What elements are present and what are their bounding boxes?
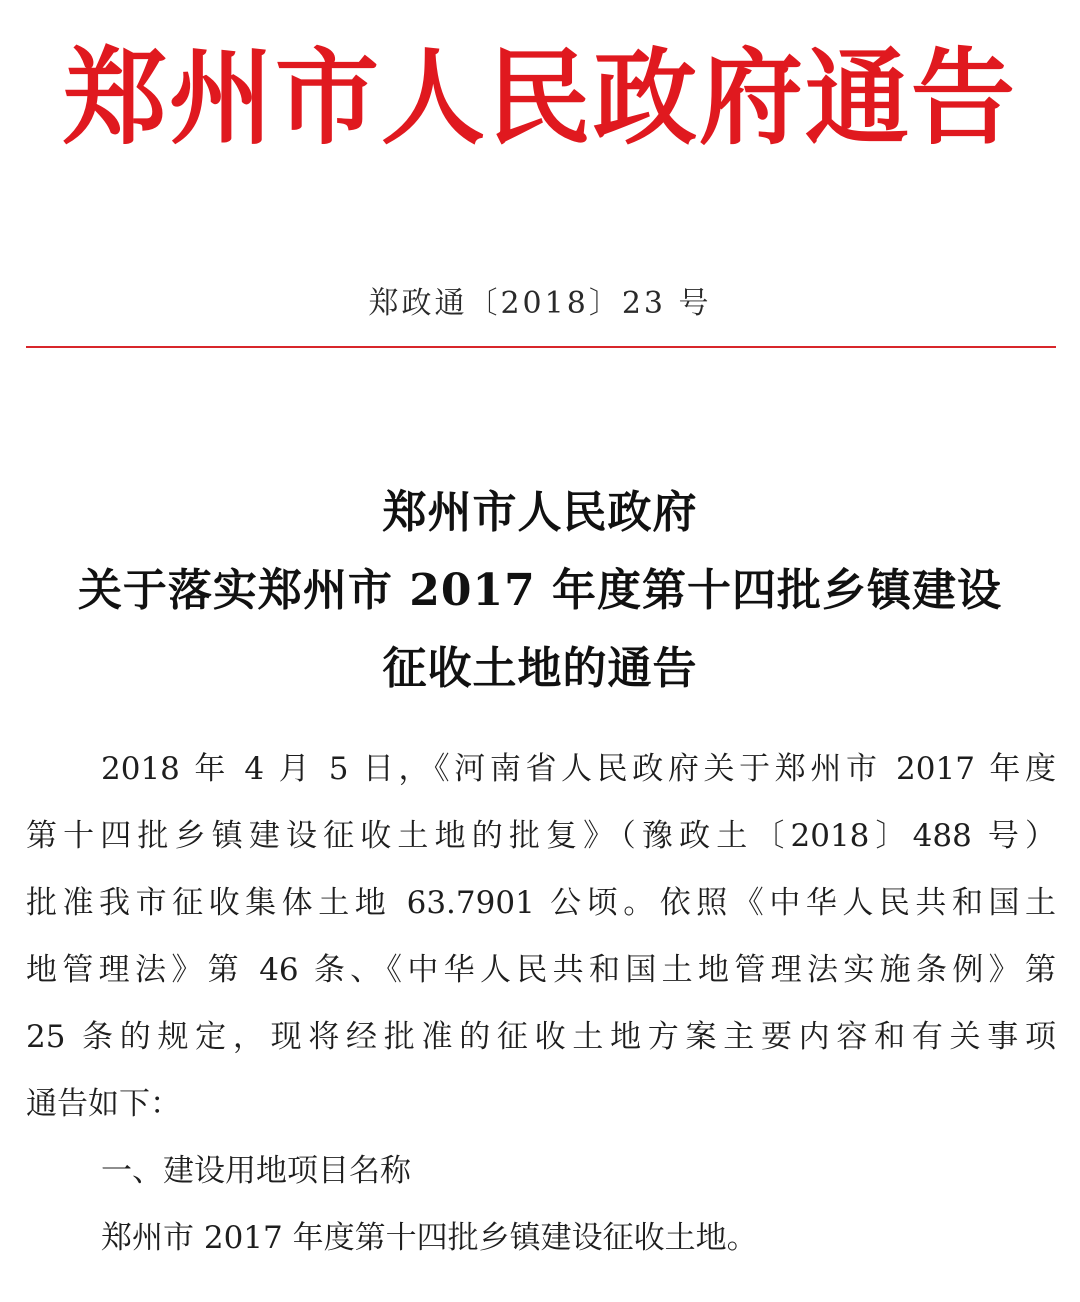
title-line-2: 关于落实郑州市 2017 年度第十四批乡镇建设: [77, 565, 1003, 616]
section-heading: 一、建设用地项目名称: [101, 1153, 411, 1189]
body-line-3: 批准我市征收集体土地 63.7901 公顷。依照《中华人民共和国土: [26, 885, 1056, 921]
notice-title: [0, 474, 1080, 708]
project-name: 郑州市 2017 年度第十四批乡镇建设征收土地。: [101, 1220, 758, 1256]
title-line-3: 征收土地的通告: [382, 643, 698, 694]
document-number: 郑政通〔2018〕23 号: [368, 286, 712, 321]
body-line-5: 25 条的规定，现将经批准的征收土地方案主要内容和有关事项: [26, 1019, 1056, 1055]
title-line-1: 郑州市人民政府: [382, 487, 698, 538]
body-line-4: 地管理法》第 46 条、《中华人民共和国土地管理法实施条例》第: [26, 952, 1056, 988]
red-divider: [26, 346, 1056, 348]
body-line-6: 通告如下：: [26, 1086, 181, 1122]
notice-body: [26, 736, 1056, 1272]
masthead-title: 郑州市人民政府通告: [62, 36, 1017, 159]
body-line-2: 第十四批乡镇建设征收土地的批复》（豫政土〔2018〕488 号）: [26, 818, 1056, 854]
body-line-1: 2018 年 4 月 5 日，《河南省人民政府关于郑州市 2017 年度: [101, 751, 1056, 787]
